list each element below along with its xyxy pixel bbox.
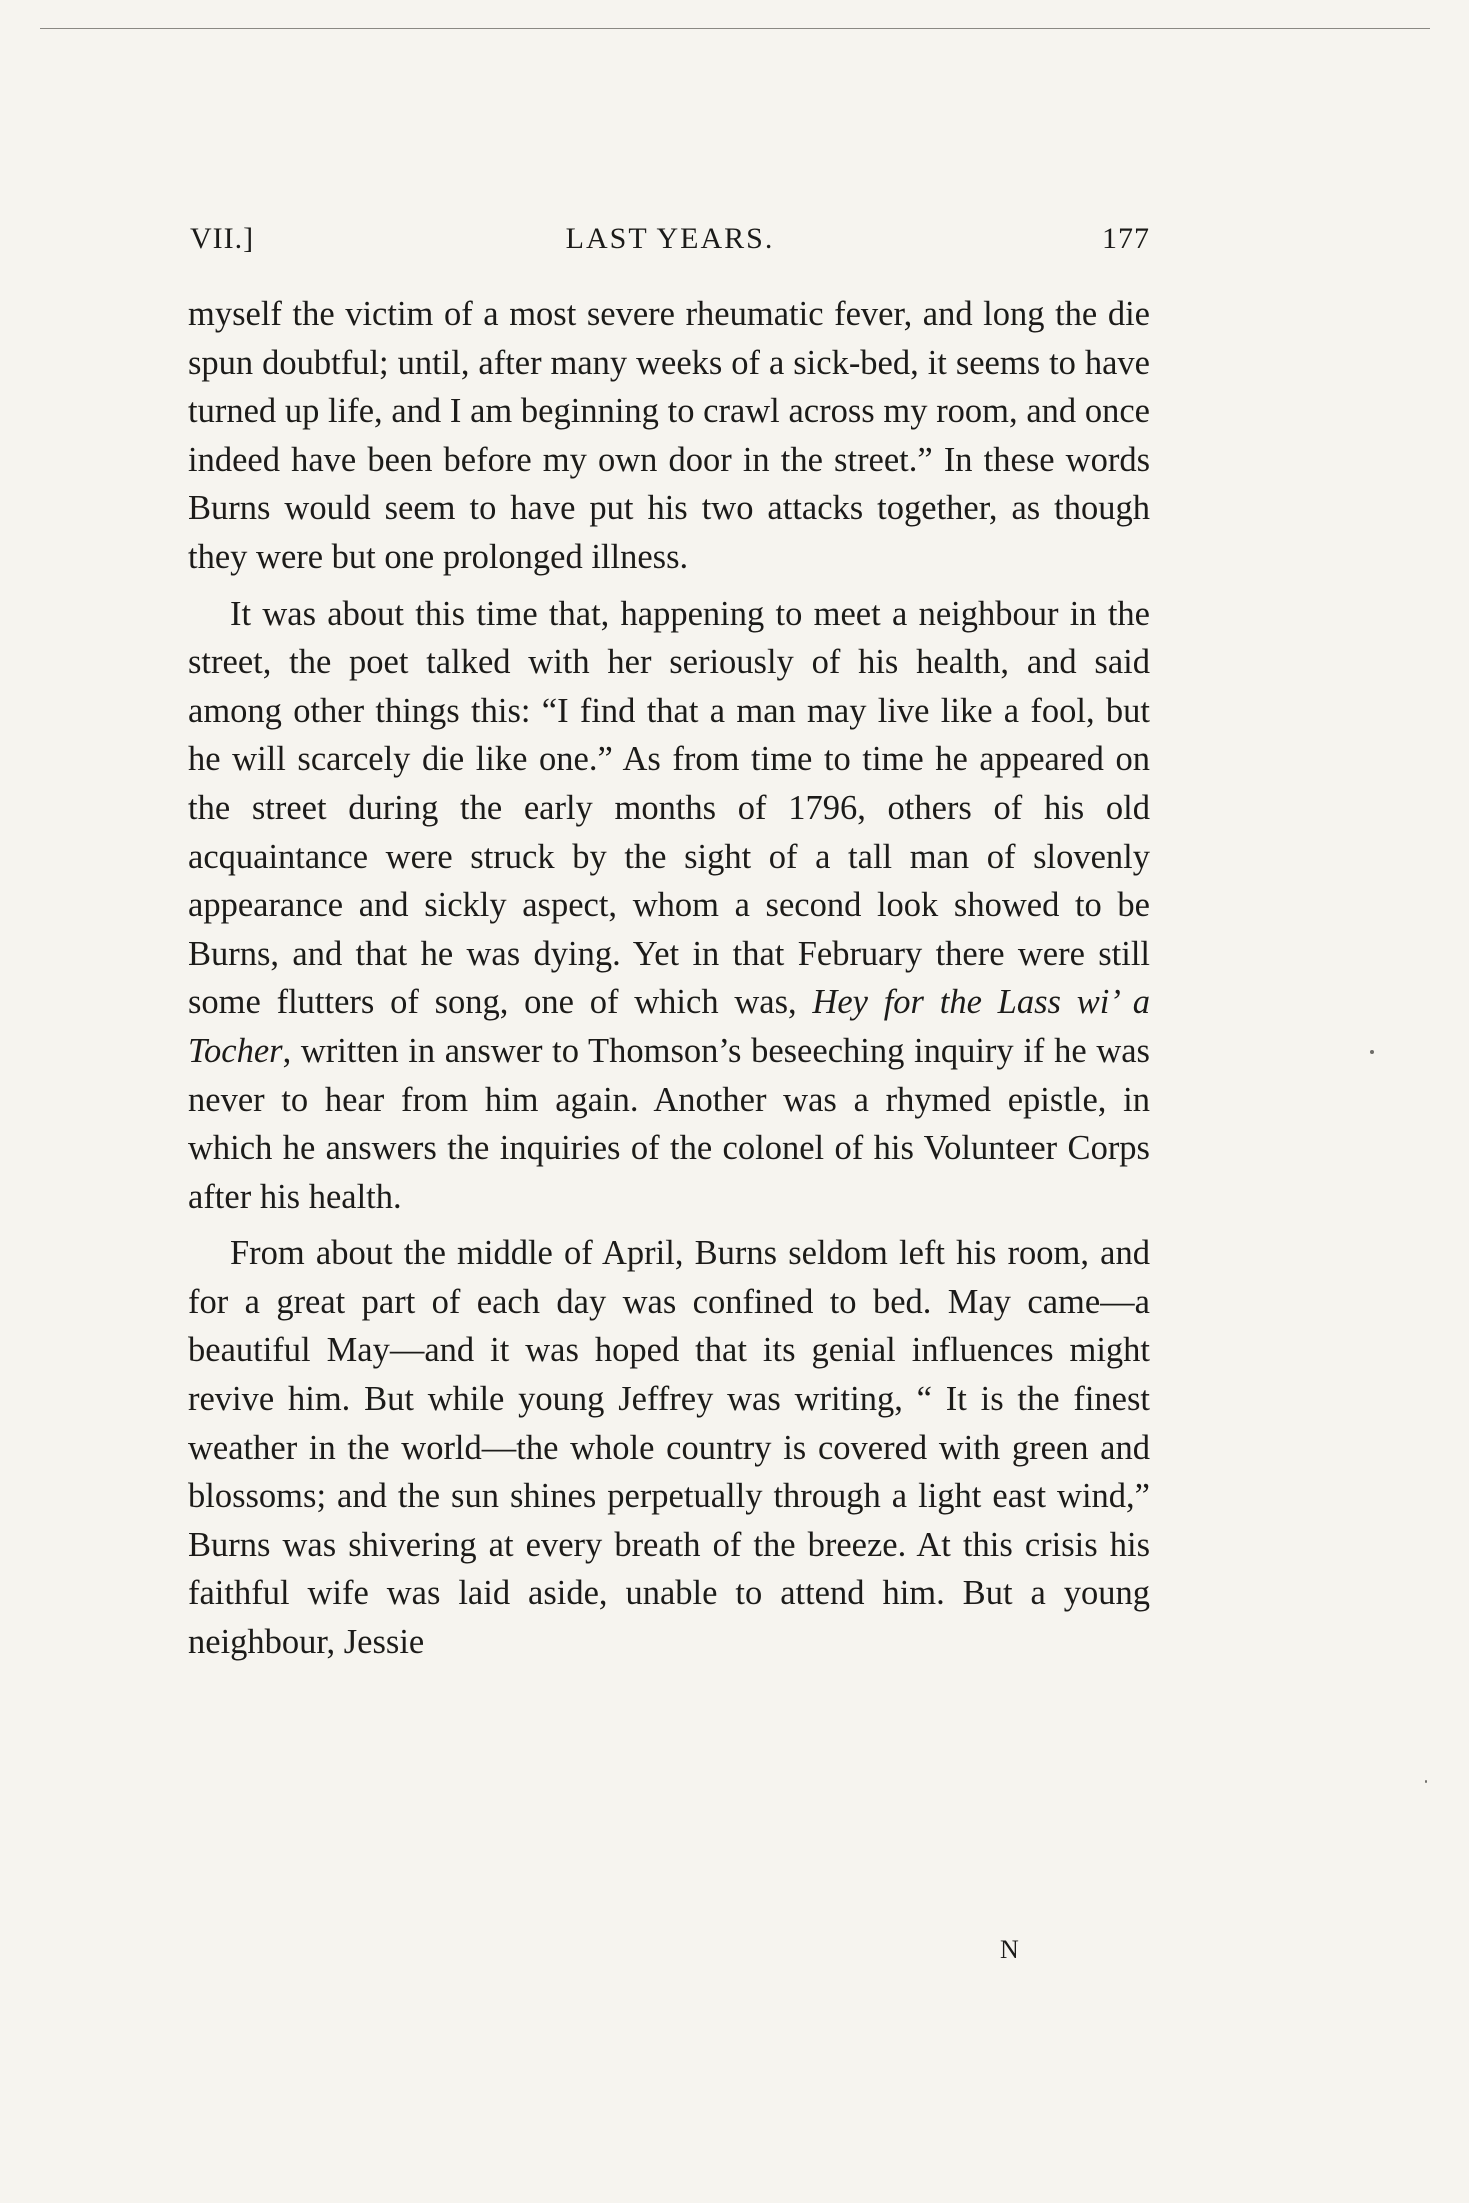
paragraph-2-text-after: , written in answer to Thomson’s beseeching inquiry if he was never to hear from him again. Another was a rhymed epistle, in which he answers the inquiries of the colonel of his Volunteer Corps after his health. bbox=[188, 1031, 1150, 1216]
ink-speck bbox=[1425, 1780, 1427, 1783]
signature-mark: N bbox=[1000, 1935, 1019, 1964]
paragraph-3: From about the middle of April, Burns seldom left his room, and for a great part of each day was confined to bed. May came—a beautiful May—and it was hoped that its genial influences might revive him. But while young Jeffrey was writing, “ It is the finest weather in the world—the whole country is covered with green and blossoms; and the sun shines perpetually through a light east wind,” Burns was shivering at every breath of the breeze. At this crisis his faithful wife was laid aside, unable to attend him. But a young neighbour, Jessie bbox=[188, 1234, 1150, 1662]
song-title: Hey for the Lass wi’ a Tocher bbox=[188, 983, 1151, 1070]
paragraph-2-text-before: It was about this time that, happening to meet a neighbour in the street, the poet talked with her seriously of his health, and said among other things this: “I find that a man may live like a fool, but he will scarcely die like one.” As from time to time he appeared on the street during the early months of 1796, others of his old acquaintance were struck by the sight of a tall man of slovenly appearance and sickly aspect, whom a second look showed to be Burns, and that he was dying. Yet in that February there were still some flutters of song, one of which was, bbox=[188, 594, 1150, 1022]
top-edge-rule bbox=[40, 28, 1430, 29]
ink-speck bbox=[1370, 1050, 1374, 1054]
body-text bbox=[188, 290, 1150, 1667]
page-number: 177 bbox=[1102, 222, 1150, 255]
running-title: LAST YEARS. bbox=[565, 222, 775, 255]
running-header bbox=[190, 222, 1150, 262]
paragraph-2 bbox=[188, 590, 1150, 1222]
chapter-marker: VII.] bbox=[190, 222, 255, 255]
paragraph-1: myself the victim of a most severe rheumatic fever, and long the die spun doubtful; until, after many weeks of a sick-bed, it seems to have turned up life, and I am beginning to crawl across my room, and once indeed have been before my own door in the street.” In these words Burns would seem to have put his two attacks together, as though they were but one prolonged illness. bbox=[188, 295, 1150, 576]
